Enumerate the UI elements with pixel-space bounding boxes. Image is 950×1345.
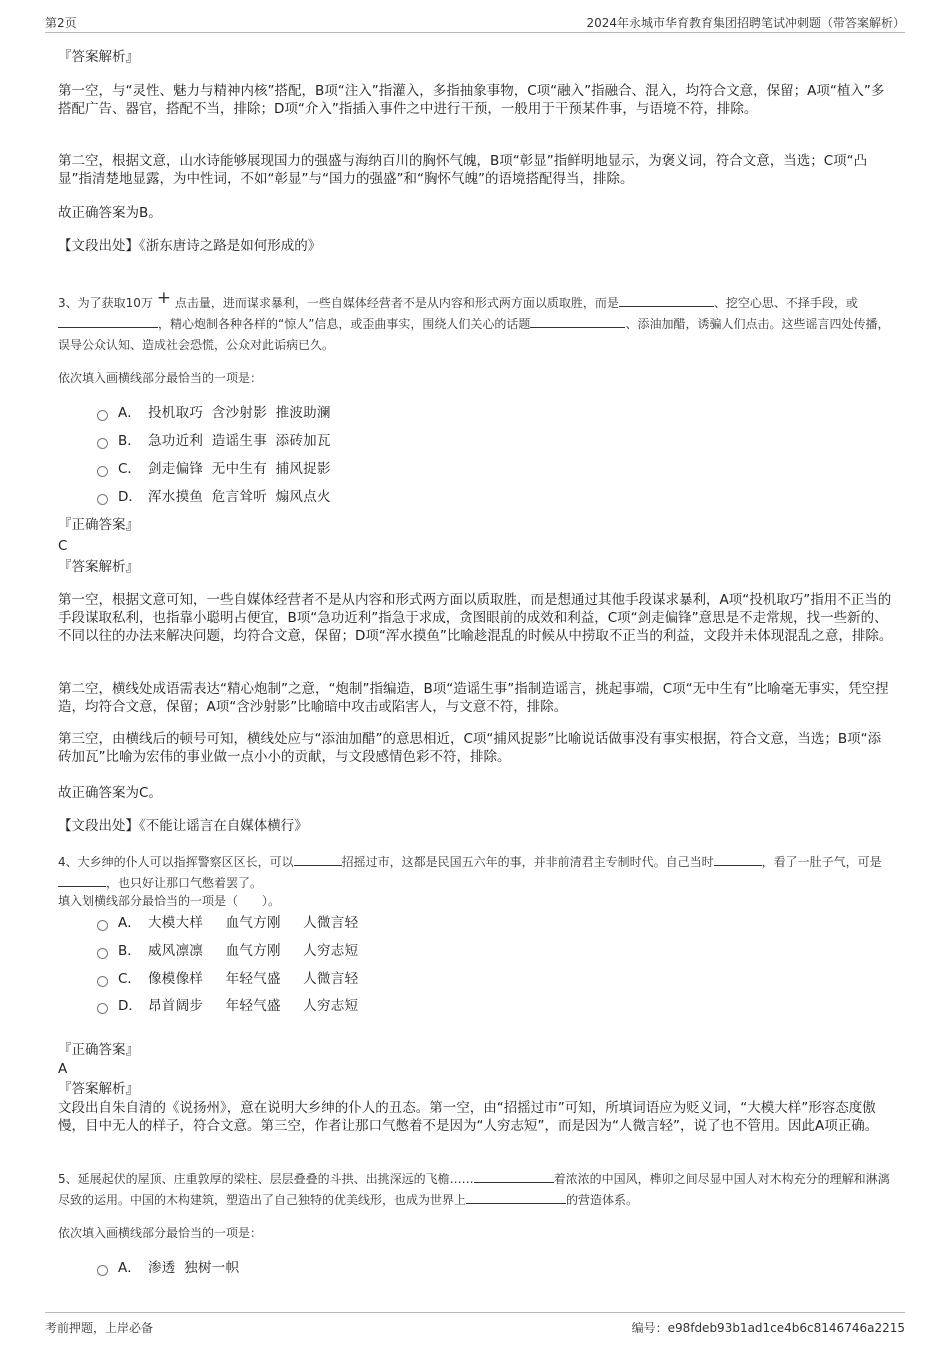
q3-prompt: 依次填入画横线部分最恰当的一项是：: [58, 371, 263, 385]
radio-icon[interactable]: [97, 438, 108, 449]
blank-2: [714, 853, 762, 866]
blank-3: [58, 874, 106, 887]
q3-analysis-para2: 第二空，横线处成语需表达“精心炮制”之意，“炮制”指编造，B项“造谣生事”指制造谣言，挑起事端，C项“无中生有”比喻毫无事实，凭空捏造，均符合文意，保留；A项“含沙射影”比喻暗中攻击或陷害人，与文意不符，排除。: [58, 681, 889, 715]
blank-2: [58, 315, 158, 328]
q3-correct-label: 『正确答案』: [58, 517, 139, 533]
q5-stem: 5、延展起伏的屋顶、庄重敦厚的梁柱、层层叠叠的斗拱、出挑深远的飞檐…… 着浓浓的中国风，榫卯之间尽显中国人对木构充分的理解和淋漓尽致的运用。中国的木构建筑，塑造出了自己独特的优美线形，也成为世界上 的营造体系。: [58, 1172, 890, 1207]
blank-1: [474, 1170, 554, 1183]
blank-3: [530, 315, 625, 328]
q4-option-a[interactable]: A． 大模大样 血气方刚 人微言轻: [97, 914, 358, 932]
radio-icon[interactable]: [97, 1003, 108, 1014]
radio-icon[interactable]: [97, 920, 108, 931]
blank-1: [619, 294, 714, 307]
radio-icon[interactable]: [97, 1265, 108, 1276]
q4-prompt: 填入划横线部分最恰当的一项是（ ）。: [58, 894, 281, 908]
page-header: [45, 12, 905, 33]
footer-slogan: 考前押题，上岸必备: [45, 1321, 154, 1335]
radio-icon[interactable]: [97, 494, 108, 505]
q3-conclusion: 故正确答案为C。: [58, 785, 162, 801]
document-title: 2024年永城市华育教育集团招聘笔试冲刺题（带答案解析）: [586, 16, 905, 30]
blank-1: [294, 853, 342, 866]
q2-analysis-para2: 第二空，根据文意，山水诗能够展现国力的强盛与海纳百川的胸怀气魄，B项“彰显”指鲜明地显示，为褒义词，符合文意，当选；C项“凸显”指清楚地显露，为中性词，不如“彰显”与“国力的强盛”和“胸怀气魄”的语境搭配得当，排除。: [58, 153, 868, 187]
q2-conclusion: 故正确答案为B。: [58, 205, 162, 221]
q4-correct-label: 『正确答案』: [58, 1042, 139, 1058]
q4-option-c[interactable]: C． 像模像样 年轻气盛 人微言轻: [97, 970, 358, 988]
radio-icon[interactable]: [97, 948, 108, 959]
radio-icon[interactable]: [97, 976, 108, 987]
q2-analysis-para1: 第一空，与“灵性、魅力与精神内核”搭配，B项“注入”指灌入，多指抽象事物，C项“融入”指融合、混入，均符合文意，保留；A项“植入”多搭配广告、器官，搭配不当，排除；D项“介入”指插入事件之中进行干预，一般用于干预某件事，与语境不符，排除。: [58, 83, 885, 117]
q5-option-a[interactable]: A． 渗透 独树一帜: [97, 1259, 239, 1277]
q3-analysis-para3: 第三空，由横线后的顿号可知，横线处应与“添油加醋”的意思相近，C项“捕风捉影”比喻说话做事没有事实根据，符合文意，当选；B项“添砖加瓦”比喻为宏伟的事业做一点小小的贡献，与文段感情色彩不符，排除。: [58, 731, 882, 765]
radio-icon[interactable]: [97, 410, 108, 421]
plus-glyph: +: [156, 288, 171, 308]
page-footer: [45, 1312, 905, 1339]
radio-icon[interactable]: [97, 466, 108, 477]
q3-option-a[interactable]: A． 投机取巧 含沙射影 推波助澜: [97, 404, 331, 422]
q3-stem: 3、为了获取10万 + 点击量，进而谋求暴利，一些自媒体经营者不是从内容和形式两方面以质取胜，而是 、挖空心思、不择手段，或，精心炮制各种各样的“惊人”信息，或歪曲事实，围绕人们关心的话题 、添油加醋，诱骗人们点击。这些谣言四处传播，误导公众认知、造成社会恐慌，公众对此诟病已久。: [58, 288, 890, 352]
page-number: 第2页: [45, 16, 77, 30]
q3-analysis-para1: 第一空，根据文意可知，一些自媒体经营者不是从内容和形式两方面以质取胜，而是想通过其他手段谋求暴利，A项“投机取巧”指用不正当的手段谋取私利，也指靠小聪明占便宜，B项“急功近利”指急于求成，贪图眼前的成效和利益，C项“剑走偏锋”意思是不走常规，找一些新的、不同以往的办法来解决问题，均符合文意，保留；D项“浑水摸鱼”比喻趁混乱的时候从中捞取不正当的利益，文段并未体现混乱之意，排除。: [58, 592, 893, 644]
q2-source: 【文段出处】《浙东唐诗之路是如何形成的》: [58, 238, 322, 254]
q3-option-c[interactable]: C． 剑走偏锋 无中生有 捕风捉影: [97, 460, 331, 478]
q3-option-b[interactable]: B． 急功近利 造谣生事 添砖加瓦: [97, 432, 331, 450]
blank-2: [466, 1191, 566, 1204]
q3-option-d[interactable]: D． 浑水摸鱼 危言耸听 煽风点火: [97, 488, 331, 506]
q3-source: 【文段出处】《不能让谣言在自媒体横行》: [58, 818, 308, 834]
q2-analysis-label: 『答案解析』: [58, 49, 139, 65]
q4-option-b[interactable]: B． 威风凛凛 血气方刚 人穷志短: [97, 942, 358, 960]
q3-correct-answer: C: [58, 538, 68, 554]
document-id: 编号：e98fdeb93b1ad1ce4b6c8146746a2215: [631, 1321, 905, 1335]
q4-stem: 4、大乡绅的仆人可以指挥警察区区长，可以 招摇过市，这都是民国五六年的事，并非前清君主专制时代。自己当时 ，看了一肚子气，可是，也只好让那口气憋着罢了。: [58, 855, 882, 890]
q5-prompt: 依次填入画横线部分最恰当的一项是：: [58, 1226, 263, 1240]
q4-analysis-para1: 文段出自朱自清的《说扬州》，意在说明大乡绅的仆人的丑态。第一空，由“招摇过市”可知，所填词语应为贬义词，“大模大样”形容态度傲慢，目中无人的样子，符合文意。第三空，作者让那口气憋着不是因为“人穷志短”，而是因为“人微言轻”，说了也不管用。因此A项正确。: [58, 1100, 879, 1134]
q3-analysis-label: 『答案解析』: [58, 559, 139, 575]
q4-correct-answer: A: [58, 1061, 68, 1077]
q4-analysis-label: 『答案解析』: [58, 1081, 139, 1097]
q4-option-d[interactable]: D． 昂首阔步 年轻气盛 人穷志短: [97, 997, 358, 1015]
